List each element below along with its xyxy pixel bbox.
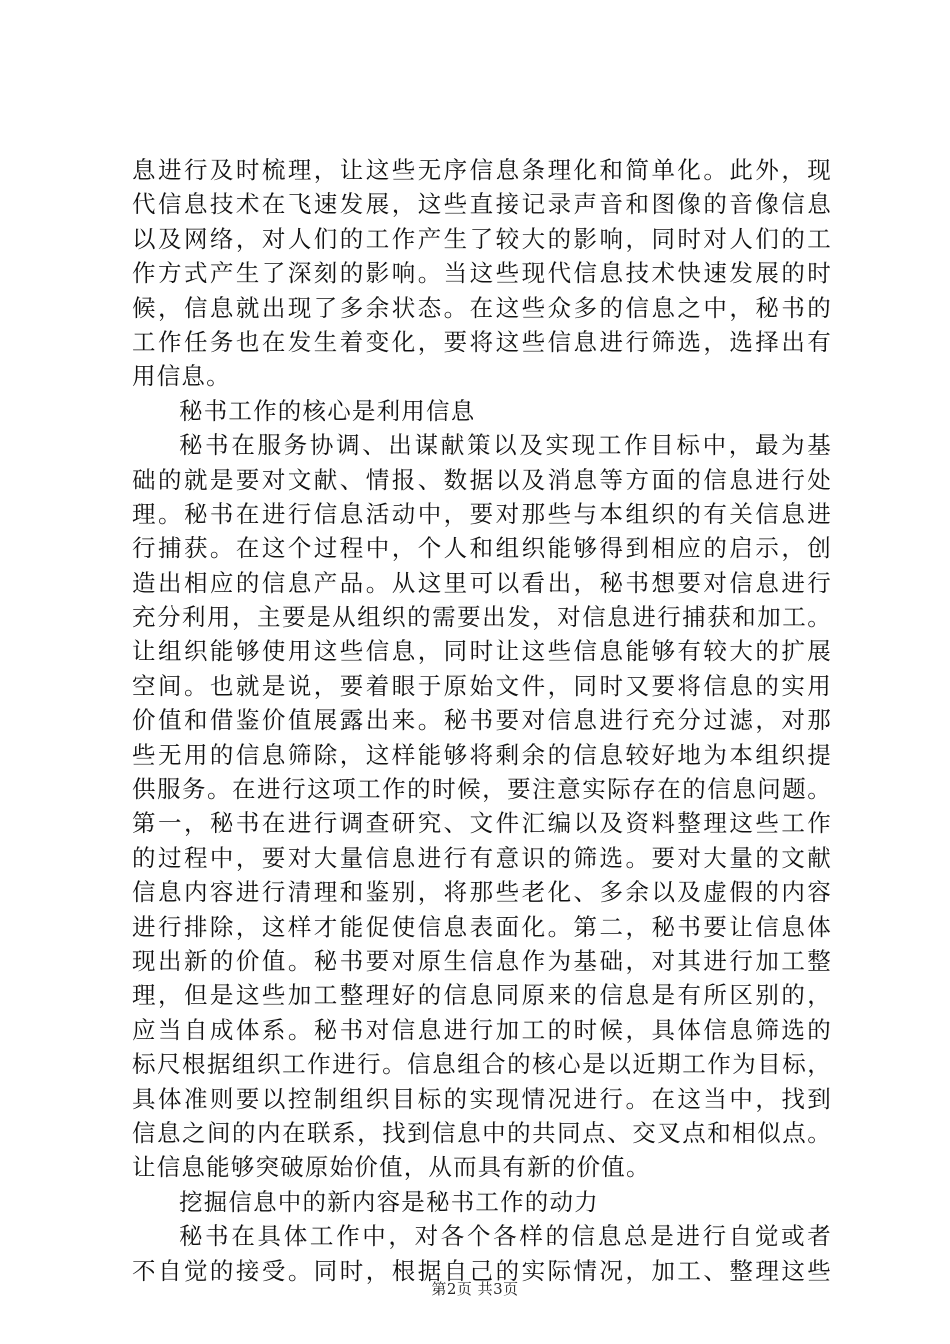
- text-line: 现出新的价值。秘书要对原生信息作为基础，对其进行加工整: [132, 946, 832, 975]
- text-line: 息进行及时梳理，让这些无序信息条理化和简单化。此外，现: [132, 156, 832, 184]
- text-line: 用信息。: [132, 362, 231, 391]
- text-line: 价值和借鉴价值展露出来。秘书要对信息进行充分过滤，对那: [132, 706, 832, 735]
- body-text: [132, 153, 832, 1288]
- text-line: 行捕获。在这个过程中，个人和组织能够得到相应的启示，创: [132, 534, 832, 563]
- text-line: 代信息技术在飞速发展，这些直接记录声音和图像的音像信息: [132, 190, 832, 219]
- text-line: 信息之间的内在联系，找到信息中的共同点、交叉点和相似点。: [132, 1118, 832, 1147]
- text-line: 的过程中，要对大量信息进行有意识的筛选。要对大量的文献: [132, 843, 832, 872]
- text-line: 理。秘书在进行信息活动中，要对那些与本组织的有关信息进: [132, 499, 832, 528]
- text-line: 础的就是要对文献、情报、数据以及消息等方面的信息进行处: [132, 465, 832, 494]
- section-heading: 挖掘信息中的新内容是秘书工作的动力: [179, 1187, 599, 1216]
- text-line: 些无用的信息筛除，这样能够将剩余的信息较好地为本组织提: [132, 740, 832, 769]
- text-line: 作方式产生了深刻的影响。当这些现代信息技术快速发展的时: [132, 259, 832, 288]
- text-line: 秘书在服务协调、出谋献策以及实现工作目标中，最为基: [179, 431, 832, 460]
- text-line: 让组织能够使用这些信息，同时让这些信息能够有较大的扩展: [132, 637, 832, 666]
- text-line: 让信息能够突破原始价值，从而具有新的价值。: [132, 1153, 651, 1182]
- text-line: 应当自成体系。秘书对信息进行加工的时候，具体信息筛选的: [132, 1015, 832, 1044]
- text-line: 秘书在具体工作中，对各个各样的信息总是进行自觉或者: [179, 1222, 832, 1251]
- text-line: 信息内容进行清理和鉴别，将那些老化、多余以及虚假的内容: [132, 878, 832, 907]
- text-line: 标尺根据组织工作进行。信息组合的核心是以近期工作为目标，: [132, 1050, 832, 1079]
- text-line: 候，信息就出现了多余状态。在这些众多的信息之中，秘书的: [132, 293, 832, 322]
- text-line: 以及网络，对人们的工作产生了较大的影响，同时对人们的工: [132, 224, 832, 253]
- text-line: 空间。也就是说，要着眼于原始文件，同时又要将信息的实用: [132, 671, 832, 700]
- text-line: 具体准则要以控制组织目标的实现情况进行。在这当中，找到: [132, 1084, 832, 1113]
- text-line: 理，但是这些加工整理好的信息同原来的信息是有所区别的，: [132, 981, 832, 1010]
- section-heading: 秘书工作的核心是利用信息: [179, 396, 476, 425]
- text-line: 第一，秘书在进行调查研究、文件汇编以及资料整理这些工作: [132, 809, 832, 838]
- text-line: 充分利用，主要是从组织的需要出发，对信息进行捕获和加工。: [132, 603, 832, 632]
- text-line: 供服务。在进行这项工作的时候，要注意实际存在的信息问题。: [132, 775, 832, 804]
- text-line: 造出相应的信息产品。从这里可以看出，秘书想要对信息进行: [132, 568, 832, 597]
- text-line: 不自觉的接受。同时，根据自己的实际情况，加工、整理这些: [132, 1256, 832, 1285]
- text-line: 工作任务也在发生着变化，要将这些信息进行筛选，选择出有: [132, 327, 832, 356]
- page-number-footer: 第2页 共3页: [431, 1280, 519, 1298]
- text-line: 进行排除，这样才能促使信息表面化。第二，秘书要让信息体: [132, 912, 832, 941]
